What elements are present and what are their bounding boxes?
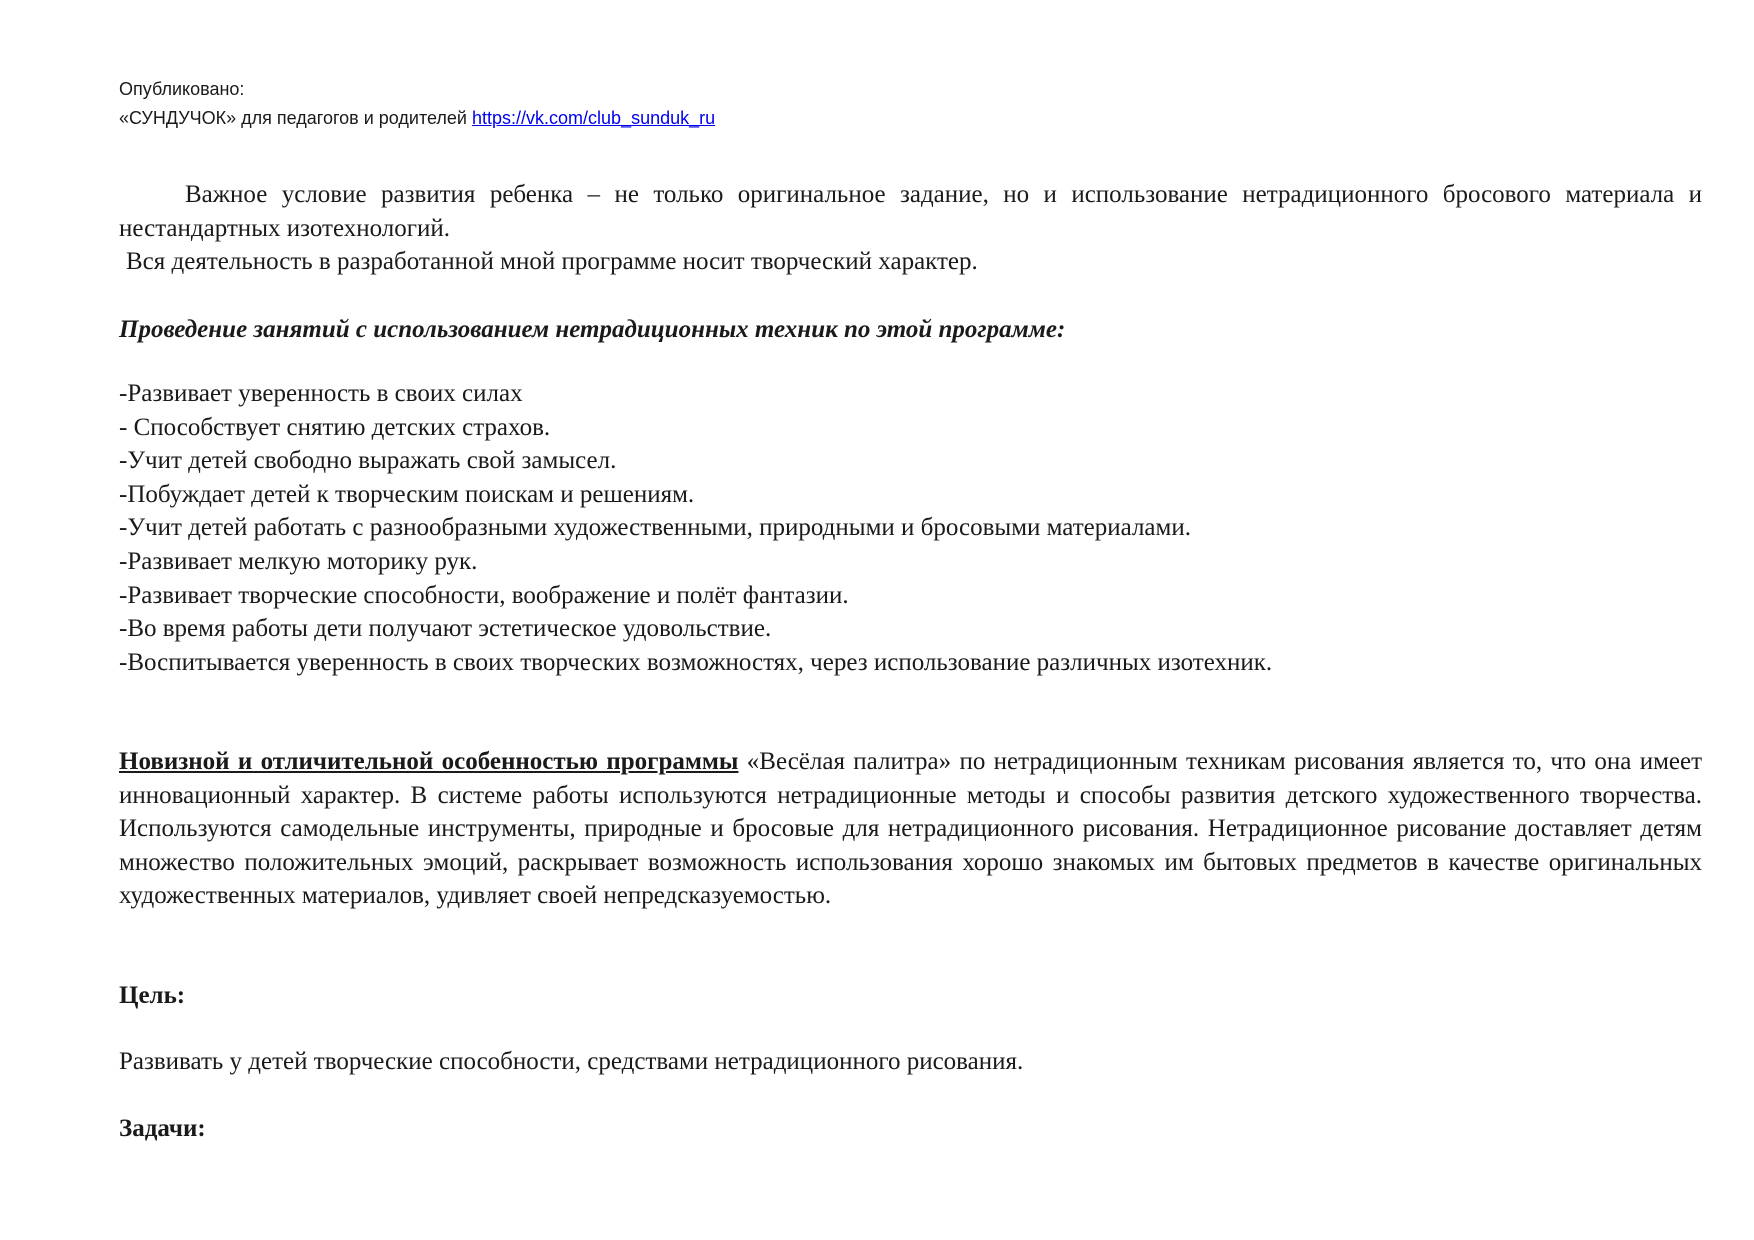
list-item: - Способствует снятию детских страхов. (119, 413, 551, 441)
section-heading: Проведение занятий с использованием нетрадиционных техник по этой программе: (119, 316, 1066, 343)
tasks-label: Задачи: (119, 1115, 206, 1142)
goal-text: Развивать у детей творческие способности, средствами нетрадиционного рисования. (119, 1048, 1024, 1075)
list-item: -Учит детей работать с разнообразными художественными, природными и бросовыми материалами. (119, 514, 1191, 542)
novelty-paragraph (119, 745, 1702, 913)
list-item: -Развивает творческие способности, воображение и полёт фантазии. (119, 581, 849, 609)
list-item: -Учит детей свободно выражать свой замысел. (119, 447, 617, 475)
list-item: -Развивает мелкую моторику рук. (119, 547, 478, 575)
goal-label: Цель: (119, 982, 186, 1009)
published-label: Опубликовано: (119, 79, 245, 99)
list-item: -Воспитывается уверенность в своих творческих возможностях, через использование различных изотехник. (119, 648, 1273, 676)
source-text: «СУНДУЧОК» для педагогов и родителей (119, 108, 467, 128)
source-link[interactable]: https://vk.com/club_sunduk_ru (472, 108, 716, 128)
list-item: -Побуждает детей к творческим поискам и решениям. (119, 480, 695, 508)
novelty-text: «Весёлая палитра» по нетрадиционным техникам рисования является то, что она имеет инновационный характер. В системе работы используются нетрадиционные методы и способы развития детского художественного творчества. Используются самодельные инструменты, природные и бросовые для нетрадиционного рисования. Нетрадиционное рисование доставляет детям множество положительных эмоций, раскрывает возможность использования хорошо знакомых им бытовых предметов в качестве оригинальных художественных материалов, удивляет своей непредсказуемостью. (119, 748, 1703, 910)
publication-note (119, 75, 715, 133)
list-item: -Развивает уверенность в своих силах (119, 380, 523, 407)
novelty-lead: Новизной и отличительной особенностью программы (119, 748, 739, 775)
intro-block (119, 178, 1702, 279)
benefits-list (119, 377, 1702, 679)
source-line (119, 104, 715, 133)
intro-paragraph: Важное условие развития ребенка – не только оригинальное задание, но и использование нетрадиционного бросового материала и нестандартных изотехнологий. (119, 181, 1702, 242)
list-item: -Во время работы дети получают эстетическое удовольствие. (119, 615, 772, 643)
intro-second-line: Вся деятельность в разработанной мной программе носит творческий характер. (126, 248, 978, 276)
